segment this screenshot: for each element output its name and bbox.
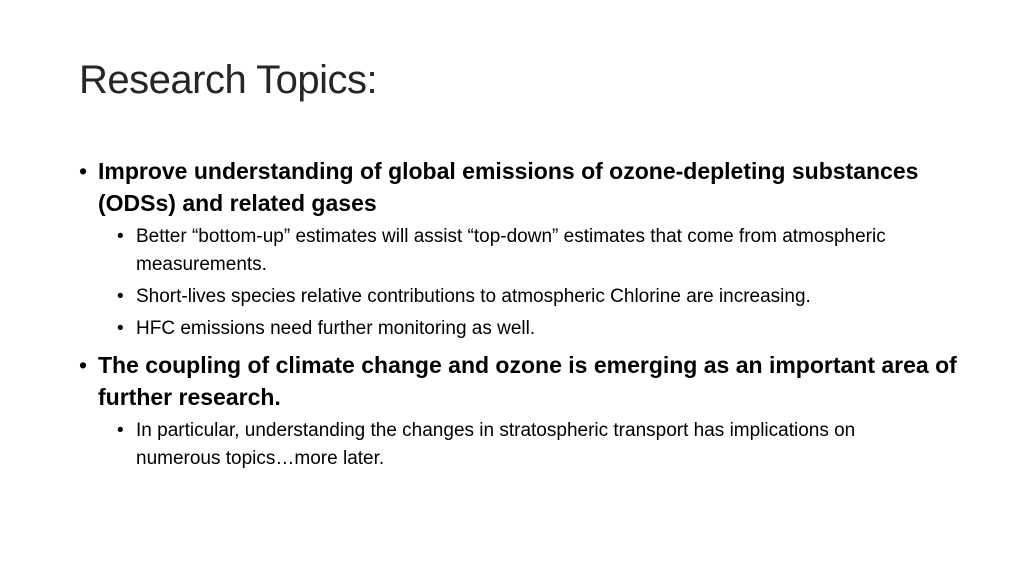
bullet-text: The coupling of climate change and ozone is emerging as an important area of further research. xyxy=(98,352,957,410)
bullet-icon: • xyxy=(79,158,88,184)
sub-bullet-item xyxy=(117,283,926,311)
bullet-item-climate-coupling xyxy=(79,349,959,413)
bullet-text: Improve understanding of global emissions of ozone-depleting substances (ODSs) and related gases xyxy=(98,158,919,216)
bullet-list xyxy=(79,155,959,479)
sub-bullet-item xyxy=(117,315,926,343)
bullet-icon: • xyxy=(117,318,124,339)
sub-bullet-item xyxy=(117,223,926,279)
bullet-item-emissions xyxy=(79,155,959,219)
sub-bullet-list xyxy=(79,417,959,473)
slide-title: Research Topics: xyxy=(79,58,378,102)
sub-bullet-list xyxy=(79,223,959,343)
sub-bullet-text: In particular, understanding the changes in stratospheric transport has implications on numerous topics…more later. xyxy=(136,420,856,469)
bullet-icon: • xyxy=(117,420,124,441)
bullet-icon: • xyxy=(79,352,88,378)
bullet-icon: • xyxy=(117,286,124,307)
sub-bullet-item xyxy=(117,417,926,473)
bullet-icon: • xyxy=(117,226,124,247)
sub-bullet-text: Better “bottom-up” estimates will assist “top-down” estimates that come from atmospheric measurements. xyxy=(136,226,886,275)
sub-bullet-text: HFC emissions need further monitoring as well. xyxy=(136,318,536,339)
sub-bullet-text: Short-lives species relative contributions to atmospheric Chlorine are increasing. xyxy=(136,286,811,307)
